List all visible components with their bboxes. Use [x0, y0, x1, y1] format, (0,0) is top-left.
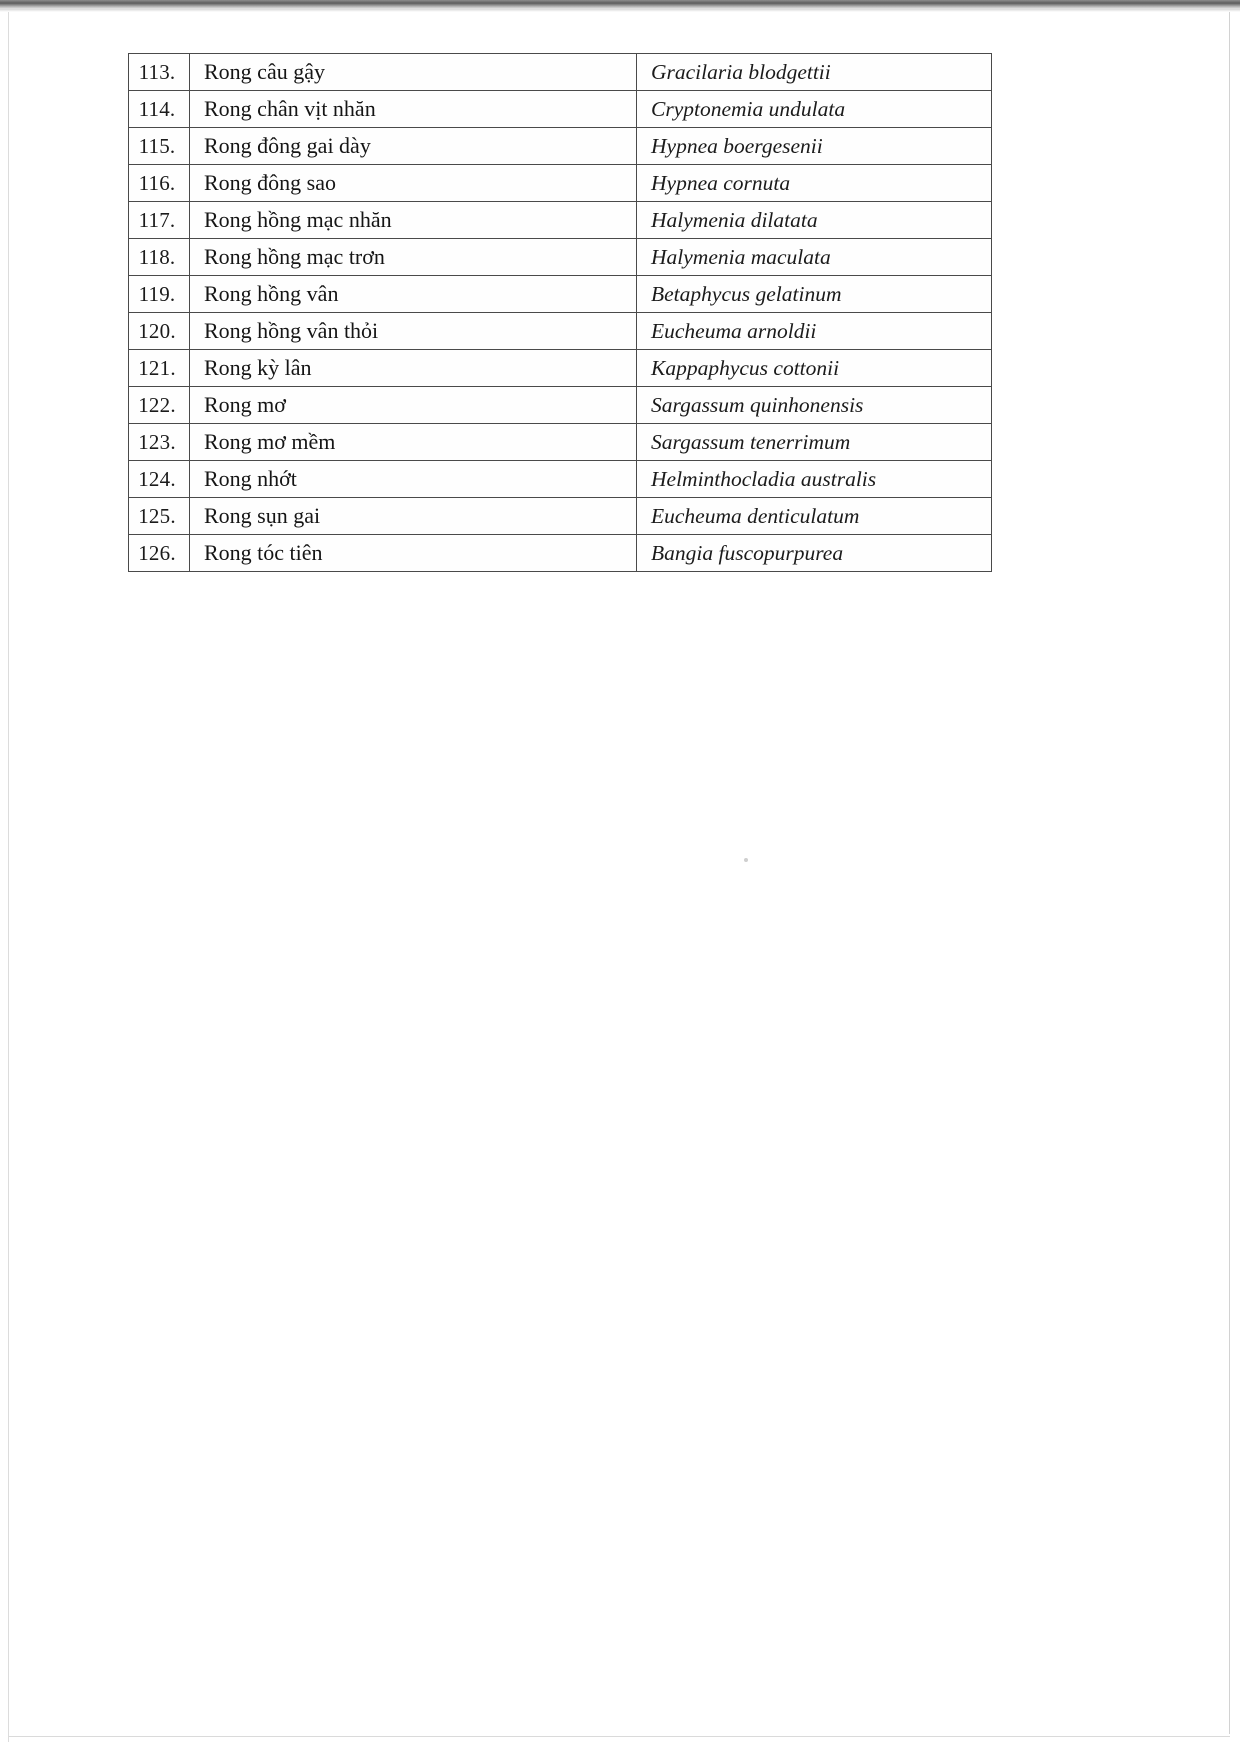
vietnamese-name-cell — [190, 165, 637, 202]
row-number-cell — [129, 54, 190, 91]
vietnamese-name: Rong câu gậy — [204, 59, 325, 84]
row-number: 117. — [138, 207, 176, 232]
row-number: 120. — [138, 318, 176, 343]
vietnamese-name-cell — [190, 276, 637, 313]
scientific-name-cell — [637, 461, 992, 498]
table-row — [129, 54, 992, 91]
table-row — [129, 424, 992, 461]
row-number-cell — [129, 535, 190, 572]
row-number: 125. — [138, 503, 176, 528]
row-number: 126. — [138, 540, 176, 565]
table-row — [129, 461, 992, 498]
scientific-name-cell — [637, 350, 992, 387]
scientific-name: Cryptonemia undulata — [651, 96, 846, 121]
vietnamese-name: Rong hồng mạc trơn — [204, 244, 385, 269]
table-row — [129, 202, 992, 239]
vietnamese-name-cell — [190, 424, 637, 461]
scientific-name: Gracilaria blodgettii — [651, 59, 831, 84]
scan-speck — [744, 858, 748, 862]
scientific-name-cell — [637, 165, 992, 202]
scientific-name: Betaphycus gelatinum — [651, 281, 842, 306]
scientific-name-cell — [637, 202, 992, 239]
row-number-cell — [129, 461, 190, 498]
row-number: 121. — [138, 355, 176, 380]
page-edge-right — [1229, 12, 1230, 1734]
row-number-cell — [129, 202, 190, 239]
scan-top-edge-artifact — [0, 0, 1240, 9]
scientific-name-cell — [637, 387, 992, 424]
vietnamese-name: Rong tóc tiên — [204, 540, 323, 565]
vietnamese-name-cell — [190, 498, 637, 535]
scientific-name: Halymenia maculata — [651, 244, 831, 269]
scientific-name-cell — [637, 54, 992, 91]
row-number-cell — [129, 165, 190, 202]
vietnamese-name: Rong sụn gai — [204, 503, 321, 528]
table-row — [129, 350, 992, 387]
scientific-name: Hypnea boergesenii — [651, 133, 823, 158]
row-number-cell — [129, 350, 190, 387]
vietnamese-name: Rong nhớt — [204, 466, 297, 491]
scientific-name-cell — [637, 276, 992, 313]
vietnamese-name: Rong đông sao — [204, 170, 336, 195]
scientific-name-cell — [637, 128, 992, 165]
vietnamese-name-cell — [190, 350, 637, 387]
row-number-cell — [129, 91, 190, 128]
table-row — [129, 387, 992, 424]
scientific-name: Sargassum tenerrimum — [651, 429, 851, 454]
page-edge-left — [8, 12, 9, 1742]
vietnamese-name-cell — [190, 128, 637, 165]
scientific-name-cell — [637, 239, 992, 276]
scientific-name: Eucheuma arnoldii — [651, 318, 817, 343]
page-edge-bottom — [9, 1736, 1230, 1737]
vietnamese-name: Rong mơ — [204, 392, 286, 417]
row-number-cell — [129, 313, 190, 350]
scientific-name-cell — [637, 498, 992, 535]
row-number-cell — [129, 276, 190, 313]
scientific-name: Sargassum quinhonensis — [651, 392, 864, 417]
row-number-cell — [129, 128, 190, 165]
row-number: 116. — [138, 170, 176, 195]
table-row — [129, 165, 992, 202]
scan-top-edge-fade — [0, 9, 1240, 12]
vietnamese-name-cell — [190, 535, 637, 572]
row-number-cell — [129, 424, 190, 461]
vietnamese-name: Rong đông gai dày — [204, 133, 371, 158]
vietnamese-name-cell — [190, 202, 637, 239]
row-number: 119. — [138, 281, 176, 306]
vietnamese-name: Rong hồng vân — [204, 281, 339, 306]
row-number: 114. — [138, 96, 176, 121]
row-number-cell — [129, 498, 190, 535]
vietnamese-name-cell — [190, 461, 637, 498]
scientific-name: Helminthocladia australis — [651, 466, 877, 491]
vietnamese-name: Rong mơ mềm — [204, 429, 336, 454]
row-number-cell — [129, 387, 190, 424]
table-row — [129, 498, 992, 535]
scientific-name: Hypnea cornuta — [651, 170, 791, 195]
scientific-name-cell — [637, 535, 992, 572]
vietnamese-name-cell — [190, 387, 637, 424]
vietnamese-name-cell — [190, 91, 637, 128]
row-number: 124. — [138, 466, 176, 491]
table-row — [129, 276, 992, 313]
table-row — [129, 535, 992, 572]
vietnamese-name-cell — [190, 239, 637, 276]
vietnamese-name: Rong hồng vân thỏi — [204, 318, 379, 343]
table-row — [129, 91, 992, 128]
vietnamese-name: Rong chân vịt nhăn — [204, 96, 376, 121]
seaweed-species-table — [128, 53, 992, 572]
scientific-name: Eucheuma denticulatum — [651, 503, 860, 528]
table-row — [129, 313, 992, 350]
scientific-name: Halymenia dilatata — [651, 207, 818, 232]
vietnamese-name-cell — [190, 54, 637, 91]
row-number: 123. — [138, 429, 176, 454]
vietnamese-name-cell — [190, 313, 637, 350]
scientific-name-cell — [637, 313, 992, 350]
scientific-name-cell — [637, 424, 992, 461]
row-number: 122. — [138, 392, 176, 417]
row-number: 118. — [138, 244, 176, 269]
row-number: 115. — [138, 133, 176, 158]
scientific-name-cell — [637, 91, 992, 128]
vietnamese-name: Rong kỳ lân — [204, 355, 312, 380]
row-number: 113. — [138, 59, 176, 84]
row-number-cell — [129, 239, 190, 276]
scientific-name: Kappaphycus cottonii — [651, 355, 840, 380]
scientific-name: Bangia fuscopurpurea — [651, 540, 844, 565]
table-body — [129, 54, 992, 572]
table-row — [129, 128, 992, 165]
vietnamese-name: Rong hồng mạc nhăn — [204, 207, 392, 232]
table-row — [129, 239, 992, 276]
